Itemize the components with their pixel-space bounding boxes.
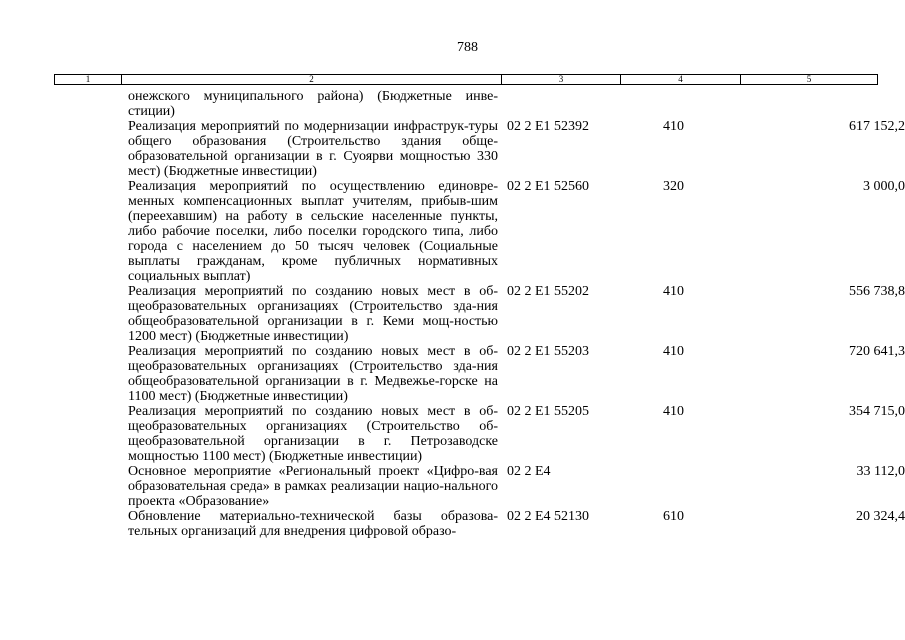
table-row	[0, 344, 905, 404]
row-expense-type: 410	[663, 119, 684, 134]
row-code: 02 2 E4 52130	[507, 509, 590, 524]
row-name: Реализация мероприятий по созданию новых мест в об-щеобразовательных организациях (Строительство зда-ния общеобразовательной организации в г. Кеми мощ-ностью 1200 мест) (Бюджетные инвестиции)	[128, 284, 498, 344]
row-code: 02 2 E1 52560	[507, 179, 590, 194]
budget-table	[0, 89, 905, 539]
row-code: 02 2 E1 55205	[507, 404, 590, 419]
table-row	[0, 89, 905, 119]
table-row	[0, 509, 905, 539]
column-number-2: 2	[122, 75, 502, 84]
table-row	[0, 284, 905, 344]
column-number-1: 1	[55, 75, 122, 84]
table-row	[0, 119, 905, 179]
row-code: 02 2 E1 52392	[507, 119, 590, 134]
table-row	[0, 404, 905, 464]
row-code: 02 2 E1 55203	[507, 344, 590, 359]
row-sum	[745, 89, 905, 119]
row-expense-type: 410	[663, 284, 684, 299]
row-expense-type: 320	[663, 179, 684, 194]
row-code: 02 2 E1 55202	[507, 284, 590, 299]
row-code: 02 2 E4	[507, 464, 551, 479]
row-expense-type: 410	[663, 404, 684, 419]
row-name: онежского муниципального района) (Бюджетные инве-стиции)	[128, 89, 498, 119]
row-sum: 720 641,3	[849, 344, 905, 359]
row-expense-type: 610	[663, 509, 684, 524]
page-number: 788	[457, 40, 478, 55]
row-expense-type	[663, 464, 713, 509]
row-name: Основное мероприятие «Региональный проект «Цифро-вая образовательная среда» в рамках реализации нацио-нального проекта «Образование»	[128, 464, 498, 509]
column-number-5: 5	[806, 74, 812, 84]
row-sum: 354 715,0	[849, 404, 905, 419]
row-expense-type: 410	[663, 344, 684, 359]
row-sum: 20 324,4	[856, 509, 905, 524]
row-name: Обновление материально-технической базы образова-тельных организаций для внедрения цифровой образо-	[128, 509, 498, 539]
column-number-3: 3	[502, 75, 621, 84]
row-name: Реализация мероприятий по созданию новых мест в об-щеобразовательных организациях (Строительство об-щеобразовательной организации в г. Петрозаводске мощностью 1100 мест) (Бюджетные инвестиции)	[128, 404, 498, 464]
row-name: Реализация мероприятий по модернизации инфраструк-туры общего образования (Строительство здания обще-образовательной организации в г. Суоярви мощностью 330 мест) (Бюджетные инвестиции)	[128, 119, 498, 179]
column-number-4: 4	[621, 75, 741, 84]
row-code	[507, 89, 607, 119]
table-row	[0, 179, 905, 284]
row-sum: 617 152,2	[849, 119, 905, 134]
row-expense-type	[663, 89, 713, 119]
table-row	[0, 464, 905, 509]
row-sum: 33 112,0	[856, 464, 905, 479]
row-name: Реализация мероприятий по осуществлению единовре-менных компенсационных выплат учителям, прибыв-шим (переехавшим) на работу в сельские населенные пункты, либо рабочие поселки, либо поселки городского типа, либо города с населением до 50 тысяч человек (Социальные выплаты гражданам, кроме публичных нормативных социальных выплат)	[128, 179, 498, 284]
row-sum: 556 738,8	[849, 284, 905, 299]
table-column-header	[54, 74, 878, 85]
row-name: Реализация мероприятий по созданию новых мест в об-щеобразовательных организациях (Строительство зда-ния общеобразовательной организации в г. Медвежье-горске на 1100 мест) (Бюджетные инвестиции)	[128, 344, 498, 404]
row-sum: 3 000,0	[863, 179, 905, 194]
